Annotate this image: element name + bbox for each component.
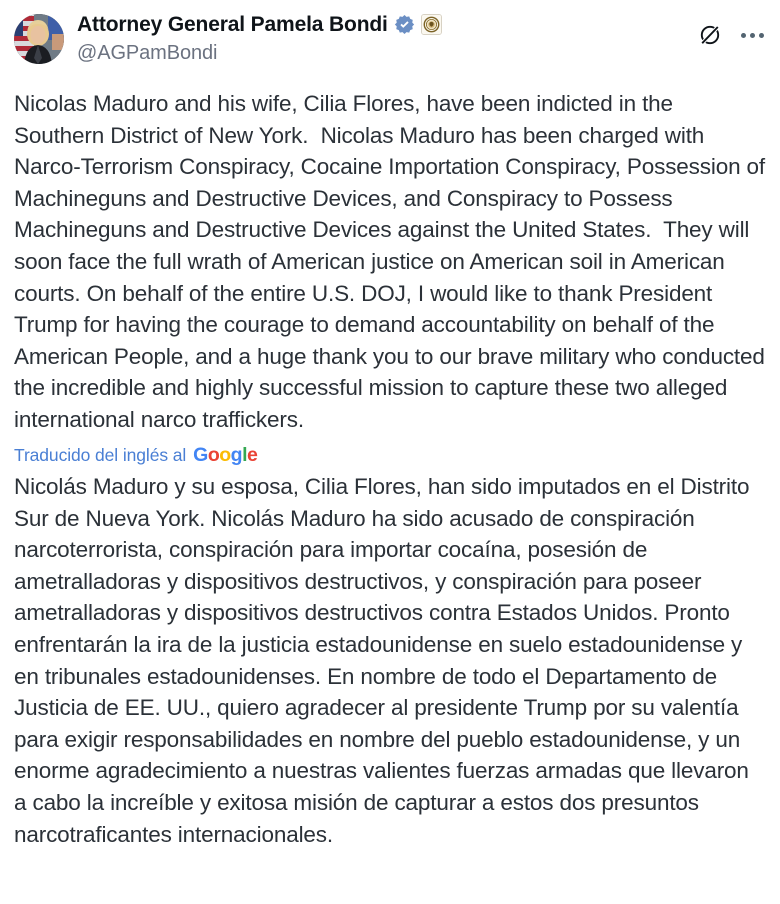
google-letter-o2: o (219, 443, 231, 466)
translation-notice[interactable] (14, 443, 766, 466)
translation-notice-label[interactable]: Traducido del inglés al (14, 444, 187, 465)
author-name-row (77, 14, 696, 35)
dot (759, 33, 764, 38)
grok-icon[interactable] (696, 21, 724, 49)
tweet-body (0, 88, 780, 850)
verified-check-icon (394, 14, 415, 35)
header-actions (696, 13, 766, 49)
tweet-text-english: Nicolas Maduro and his wife, Cilia Flores, have been indicted in the Southern District of New York. Nicolas Maduro has been charged with Narco-Terrorism Conspiracy, Cocaine Importation Conspiracy, Possession of Machineguns and Destructive Devices, and Conspiracy to Possess Machineguns and Destructive Devices against the United States. They will soon face the full wrath of American justice on American soil in American courts. On behalf of the entire U.S. DOJ, I would like to thank President Trump for having the courage to demand accountability on behalf of the American People, and a huge thank you to our brave military who conducted the incredible and highly successful mission to capture these two alleged international narco traffickers. (14, 91, 772, 432)
google-letter-l: l (242, 443, 248, 466)
google-letter-g1: G (193, 443, 208, 466)
display-name[interactable]: Attorney General Pamela Bondi (77, 13, 388, 36)
google-logo[interactable] (193, 443, 258, 466)
more-dots (741, 33, 764, 38)
author-handle[interactable]: @AGPamBondi (77, 42, 218, 64)
dot (750, 33, 755, 38)
tweet-text-spanish: Nicolás Maduro y su esposa, Cilia Flores, han sido imputados en el Distrito Sur de Nueva York. Nicolás Maduro ha sido acusado de conspiración narcoterrorista, conspiración para importar cocaína, posesión de ametralladoras y dispositivos destructivos, y conspiración para poseer ametralladoras y dispositivos destructivos contra Estados Unidos. Pronto enfrentarán la ira de la justicia estadounidense en suelo estadounidense y en tribunales estadounidenses. En nombre de todo el Departamento de Justicia de EE. UU., quiero agradecer al presidente Trump por su valentía para exigir responsabilidades en nombre del pueblo estadounidense, y un enorme agradecimiento a nuestras valientes fuerzas armadas que llevaron a cabo la increíble y exitosa misión de capturar a estos dos presuntos narcotraficantes internacionales. (14, 474, 756, 847)
google-letter-g2: g (230, 443, 243, 466)
google-letter-o1: o (207, 443, 220, 466)
more-options-icon[interactable] (738, 21, 766, 49)
tweet-header (0, 0, 780, 86)
avatar-image (14, 14, 64, 64)
doj-seal-badge-icon[interactable] (421, 14, 442, 35)
google-letter-e: e (247, 443, 258, 466)
author-identity (77, 13, 696, 65)
avatar[interactable] (14, 14, 64, 64)
dot (741, 33, 746, 38)
